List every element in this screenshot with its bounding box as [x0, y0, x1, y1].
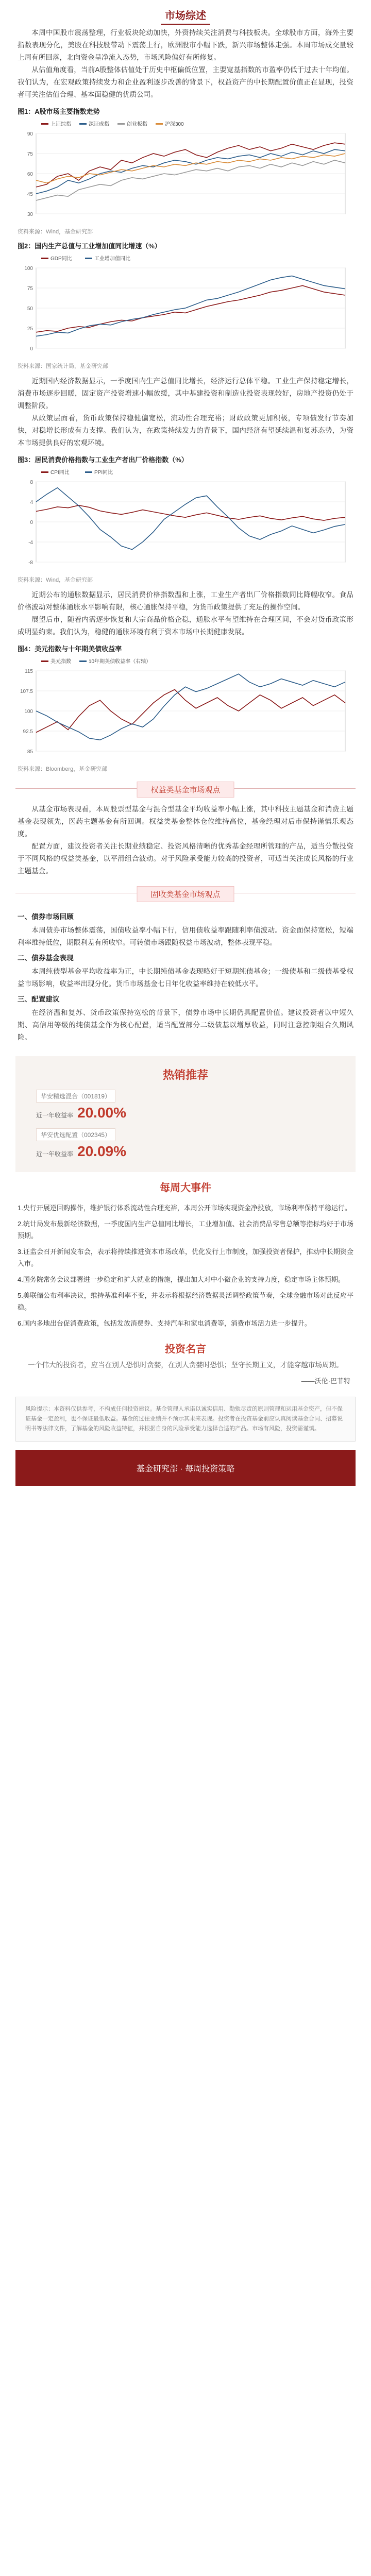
hot-product-item[interactable]: [36, 1128, 335, 1160]
y-tick-label: 60: [27, 172, 33, 177]
y-tick-label: 45: [27, 192, 33, 197]
return-value: 20.09%: [77, 1143, 126, 1159]
legend-swatch: [41, 660, 48, 662]
legend-swatch: [41, 123, 48, 125]
y-tick-label: 50: [27, 306, 33, 312]
y-tick-label: 85: [27, 749, 33, 755]
legend-swatch: [41, 471, 48, 473]
legend-label: 深证成指: [89, 122, 109, 127]
legend-label: 美元指数: [50, 659, 71, 665]
risk-disclaimer: 风险提示：本资料仅供参考，不构成任何投资建议。基金管理人承诺以诚实信用、勤勉尽责的原则管理和运用基金资产，但不保证基金一定盈利，也不保证最低收益。基金的过往业绩并不预示其未来表现。投资者在投资基金前应认真阅读基金合同、招募说明书等法律文件，了解基金的风险收益特征，并根据自身的风险承受能力选择合适的产品。市场有风险，投资需谨慎。: [15, 1397, 356, 1442]
paragraph: 本周债券市场整体震荡，国债收益率小幅下行，信用债收益率跟随利率债波动。资金面保持宽松，短端利率维持低位，期限利差有所收窄。可转债市场跟随权益市场波动，整体表现平稳。: [18, 926, 353, 946]
paragraph: 从估值角度看，当前A股整体估值处于历史中枢偏低位置，主要宽基指数的市盈率仍低于过去十年均值。我们认为，在宏观政策持续发力和企业盈利逐步改善的背景下，权益资产的中长期配置价值正在显现，投资者可关注估值合理、基本面稳健的优质公司。: [18, 66, 353, 98]
figure-title: 图1：A股市场主要指数走势: [18, 108, 100, 115]
legend-label: 沪深300: [165, 122, 184, 127]
news-item: 6.国内多地出台促消费政策，包括发放消费券、支持汽车和家电消费等，消费市场活力进一步提升。: [18, 1319, 311, 1327]
paragraph: 本周纯债型基金平均收益率为正，中长期纯债基金表现略好于短期纯债基金；一级债基和二级债基受权益市场影响，收益率出现分化。货币市场基金七日年化收益率维持在较低水平。: [18, 968, 353, 988]
quote-text: 一个伟大的投资者，应当在别人恐惧时贪婪，在别人贪婪时恐惧；坚守长期主义，才能穿越市场周期。: [28, 1361, 343, 1369]
footer-brand: [15, 1450, 356, 1486]
news-item: 4.国务院常务会议部署进一步稳定和扩大就业的措施，提出加大对中小微企业的支持力度，稳定市场主体预期。: [18, 1276, 345, 1283]
return-label: 近一年收益率: [36, 1150, 74, 1158]
subheading: 三、配置建议: [18, 995, 60, 1003]
y-tick-label: 107.5: [20, 689, 33, 694]
legend-swatch: [85, 471, 92, 473]
legend-label: 10年期美债收益率（右轴）: [89, 659, 151, 665]
paragraph: 近期公布的通胀数据显示，居民消费价格指数温和上涨，工业生产者出厂价格指数同比降幅收窄。食品价格波动对整体通胀水平影响有限，核心通胀保持平稳，为货币政策提供了充足的操作空间。: [18, 591, 353, 611]
paragraph: 近期国内经济数据显示，一季度国内生产总值同比增长，经济运行总体平稳。工业生产保持稳定增长，消费市场逐步回暖，固定资产投资增速小幅放缓，其中基建投资和制造业投资表现较好，房地产投资仍处于调整阶段。: [18, 377, 353, 410]
legend-swatch: [41, 258, 48, 259]
paragraph: 从基金市场表现看，本周股票型基金与混合型基金平均收益率小幅上涨，其中科技主题基金和消费主题基金表现领先，医药主题基金有所回调。权益类基金整体仓位维持高位，基金经理对后市保持谨慎乐观态度。: [18, 805, 353, 838]
section-title: 每周大事件: [160, 1182, 211, 1194]
legend-label: GDP同比: [50, 256, 72, 262]
y-tick-label: 0: [30, 346, 33, 352]
line-chart-usd: [15, 655, 356, 764]
y-tick-label: 115: [25, 669, 33, 674]
legend-swatch: [79, 123, 87, 125]
news-item: 1.央行开展逆回购操作，维护银行体系流动性合理充裕，本周公开市场实现资金净投放，市场利率保持平稳运行。: [18, 1204, 351, 1212]
y-tick-label: 30: [27, 212, 33, 217]
paragraph: 配置方面，建议投资者关注长期业绩稳定、投资风格清晰的优秀基金经理所管理的产品，适当分散投资于不同风格的权益类基金，以平滑组合波动。对于风险承受能力较高的投资者，可适当关注成长风格的行业主题基金。: [18, 842, 353, 875]
y-tick-label: 0: [30, 520, 33, 526]
figure-title: 图4：美元指数与十年期美债收益率: [18, 645, 122, 653]
legend-label: 工业增加值同比: [94, 256, 130, 262]
legend-label: CPI同比: [50, 470, 70, 476]
legend-swatch: [156, 123, 163, 125]
return-value: 20.00%: [77, 1105, 126, 1121]
subheading: 一、债券市场回顾: [18, 913, 74, 921]
paragraph: 从政策层面看，货币政策保持稳健偏宽松，流动性合理充裕；财政政策更加积极，专项债发行节奏加快，对稳增长形成有力支撑。我们认为，在政策持续发力的背景下，国内经济有望延续温和复苏态势，为资本市场提供良好的宏观环境。: [18, 414, 353, 447]
product-return: [36, 1105, 335, 1121]
y-tick-label: 25: [27, 326, 33, 332]
news-item: 5.美联储公布利率决议，维持基准利率不变，并表示将根据经济数据灵活调整政策节奏，全球金融市场对此反应平稳。: [18, 1292, 353, 1311]
quote-author: ——沃伦·巴菲特: [301, 1377, 350, 1385]
banner-equity: [15, 788, 356, 803]
legend-swatch: [79, 660, 87, 662]
y-tick-label: 90: [27, 131, 33, 137]
section-quote-header: [0, 1333, 371, 1359]
y-tick-label: 4: [30, 500, 33, 505]
hot-products-panel: [15, 1056, 356, 1172]
hot-product-item[interactable]: [36, 1090, 335, 1121]
section-market-review-header: [0, 0, 371, 27]
figure-source: 资料来源：Bloomberg，基金研究部: [18, 766, 108, 772]
product-name: 华安精选混合（001819）: [36, 1090, 115, 1103]
legend-swatch: [85, 258, 92, 259]
legend-label: 创业板指: [127, 122, 147, 127]
return-label: 近一年收益率: [36, 1112, 74, 1119]
y-tick-label: -4: [28, 540, 33, 546]
paragraph: 在经济温和复苏、货币政策保持宽松的背景下，债券市场中长期仍具配置价值。建议投资者以中短久期、高信用等级的纯债基金作为核心配置，适当配置部分二级债基以增厚收益，同时注意控制组合久期风险。: [18, 1009, 353, 1041]
line-chart-indices: [15, 118, 356, 226]
product-name: 华安优选配置（002345）: [36, 1128, 115, 1141]
legend-swatch: [117, 123, 125, 125]
y-tick-label: 92.5: [23, 729, 33, 735]
subheading: 二、债券基金表现: [18, 954, 74, 962]
news-item: 3.证监会召开新闻发布会，表示将持续推进资本市场改革，优化发行上市制度，加强投资者保护，推动中长期资金入市。: [18, 1248, 353, 1267]
y-tick-label: 75: [27, 286, 33, 292]
y-tick-label: -8: [28, 560, 33, 566]
news-list: [18, 1202, 353, 1329]
figure-source: 资料来源：国家统计局，基金研究部: [18, 363, 108, 369]
banner-label: 权益类基金市场观点: [137, 782, 234, 798]
section-title: 投资名言: [165, 1344, 206, 1355]
section-news-header: [0, 1172, 371, 1198]
hot-products-title: 热销推荐: [162, 1069, 208, 1081]
y-tick-label: 100: [24, 709, 33, 715]
y-tick-label: 75: [27, 151, 33, 157]
brand-text: 基金研究部 · 每周投资策略: [136, 1464, 235, 1473]
legend-label: 上证综指: [50, 122, 71, 127]
news-item: 2.统计局发布最新经济数据，一季度国内生产总值同比增长，工业增加值、社会消费品零售总额等指标均好于市场预期。: [18, 1220, 353, 1240]
figure-title: 图3：居民消费价格指数与工业生产者出厂价格指数（%）: [18, 456, 188, 464]
banner-fixed-income: [15, 890, 356, 908]
paragraph: 本周中国股市震荡整理，行业板块轮动加快，外资持续关注消费与科技板块。全球股市方面，海外主要指数表现分化，美股在科技股带动下震荡上行，欧洲股市小幅下跌，新兴市场整体走强。本周市场成交量较上周有所回落，北向资金呈净流入态势，市场风险偏好有所修复。: [18, 29, 353, 61]
figure-source: 资料来源：Wind，基金研究部: [18, 229, 93, 235]
banner-label: 固收类基金市场观点: [137, 886, 234, 902]
y-tick-label: 100: [24, 266, 33, 272]
figure-title: 图2：国内生产总值与工业增加值同比增速（%）: [18, 242, 161, 250]
line-chart-cpi-ppi: [15, 466, 356, 574]
y-tick-label: 8: [30, 480, 33, 485]
legend-label: PPI同比: [94, 470, 113, 476]
paragraph: 展望后市，随着内需逐步恢复和大宗商品价格企稳，通胀水平有望维持在合理区间，不会对货币政策形成明显约束。我们认为，稳健的通胀环境有利于资本市场中长期健康发展。: [18, 616, 353, 636]
figure-source: 资料来源：Wind，基金研究部: [18, 577, 93, 583]
section-title: 市场综述: [161, 7, 210, 25]
line-chart-gdp: [15, 252, 356, 361]
product-return: [36, 1143, 335, 1160]
